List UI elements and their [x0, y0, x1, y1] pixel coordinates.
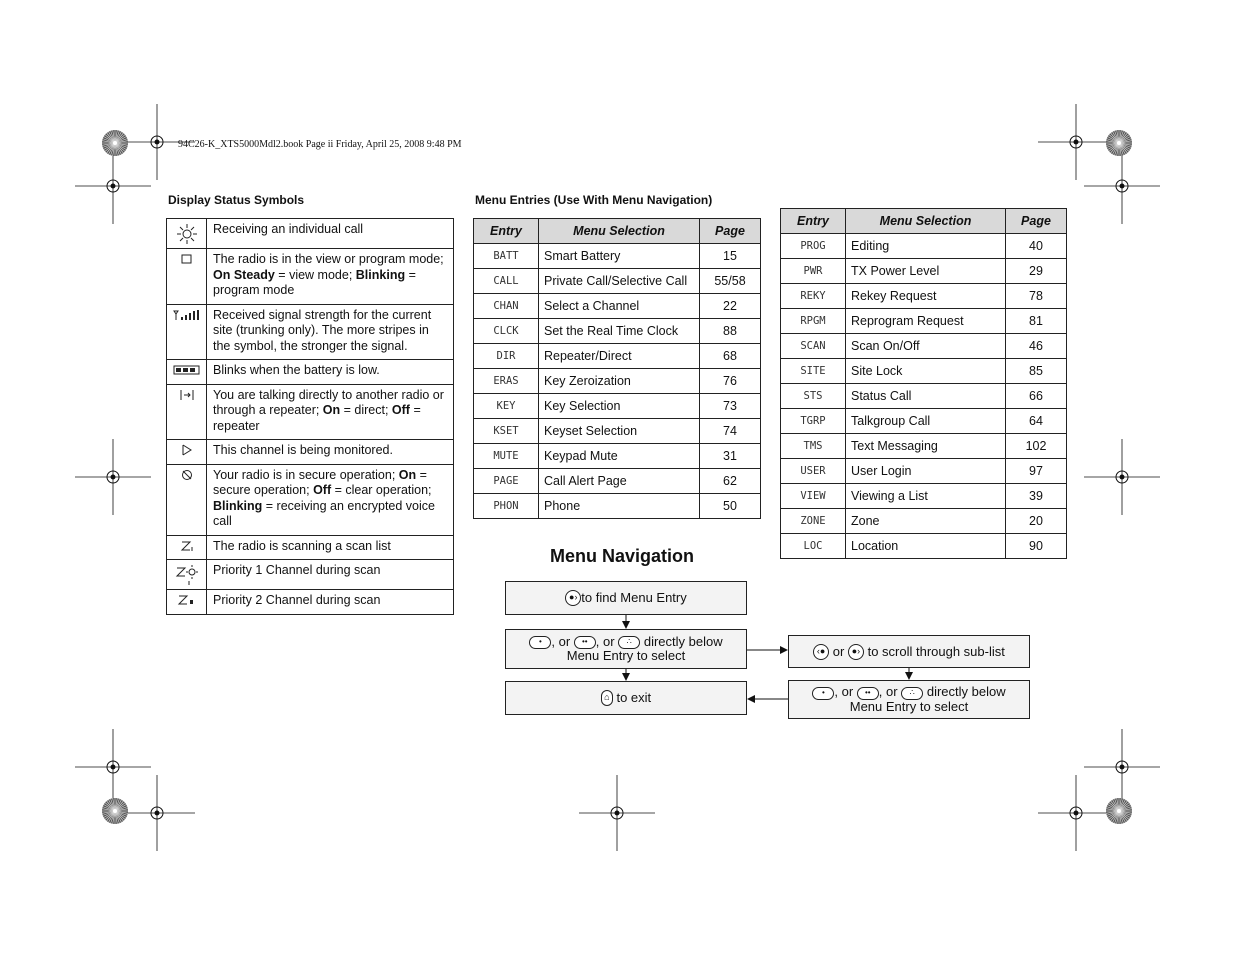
crosshair-mark: [1084, 439, 1160, 515]
menu-entry-code: PAGE: [474, 469, 539, 494]
menu-entry-selection: Phone: [539, 494, 700, 519]
nav-select-text: Menu Entry to select: [566, 648, 686, 664]
file-header-line: 94C26-K_XTS5000Mdl2.book Page ii Friday, April 25, 2008 9:48 PM: [178, 139, 462, 150]
menu-entry-page: 46: [1006, 334, 1067, 359]
col-entry: Entry: [474, 219, 539, 244]
menu-entry-selection: Key Zeroization: [539, 369, 700, 394]
starburst-mark: [1106, 130, 1132, 156]
menu-entry-page: 20: [1006, 509, 1067, 534]
menu-entry-selection: Key Selection: [539, 394, 700, 419]
navigation-title: Menu Navigation: [550, 546, 695, 566]
status-description: Priority 2 Channel during scan: [207, 590, 454, 615]
menu-button-3-icon: ∴: [901, 687, 923, 700]
nav-box-select-sub: • , or •• , or ∴ directly below Menu Entry to select: [788, 680, 1030, 719]
status-description: Receiving an individual call: [207, 219, 454, 249]
status-description: Received signal strength for the current site (trunking only). The more stripes in the symbol, the stronger the signal.: [207, 304, 454, 360]
menu-entry-selection: Status Call: [846, 384, 1006, 409]
col-selection: Menu Selection: [846, 209, 1006, 234]
menu-entry-selection: Keyset Selection: [539, 419, 700, 444]
menu-entry-page: 62: [700, 469, 761, 494]
menu-entry-selection: User Login: [846, 459, 1006, 484]
menu-button-1-icon: •: [812, 687, 834, 700]
menu-entry-code: ERAS: [474, 369, 539, 394]
menu-entry-page: 66: [1006, 384, 1067, 409]
starburst-mark: [102, 798, 128, 824]
menu-entry-selection: Reprogram Request: [846, 309, 1006, 334]
crosshair-mark: [75, 729, 151, 805]
menu-entry-page: 39: [1006, 484, 1067, 509]
menu-section-title: Menu Entries (Use With Menu Navigation): [475, 193, 713, 207]
menu-entry-selection: Rekey Request: [846, 284, 1006, 309]
right-nav-button-icon: ●›: [565, 590, 581, 606]
menu-entry-selection: Repeater/Direct: [539, 344, 700, 369]
menu-entry-code: ZONE: [781, 509, 846, 534]
menu-entry-page: 68: [700, 344, 761, 369]
menu-entry-code: SCAN: [781, 334, 846, 359]
crosshair-mark: [119, 104, 195, 180]
crosshair-mark: [1038, 104, 1114, 180]
menu-button-3-icon: ∴: [618, 636, 640, 649]
menu-entry-page: 78: [1006, 284, 1067, 309]
menu-entry-selection: Private Call/Selective Call: [539, 269, 700, 294]
status-description: The radio is in the view or program mode; On Steady = view mode; Blinking = program mode: [207, 249, 454, 305]
starburst-mark: [102, 130, 128, 156]
status-description: Your radio is in secure operation; On = secure operation; Off = clear operation; Blinking = receiving an encrypted voice call: [207, 464, 454, 535]
menu-entry-selection: Text Messaging: [846, 434, 1006, 459]
crosshair-mark: [75, 148, 151, 224]
col-selection: Menu Selection: [539, 219, 700, 244]
menu-entry-code: USER: [781, 459, 846, 484]
crosshair-mark: [119, 775, 195, 851]
menu-entry-code: KEY: [474, 394, 539, 419]
nav-scroll-text: to scroll through sub-list: [867, 643, 1005, 659]
menu-button-1-icon: •: [529, 636, 551, 649]
menu-entry-selection: Set the Real Time Clock: [539, 319, 700, 344]
home-button-icon: ⌂: [601, 690, 613, 706]
menu-entry-page: 73: [700, 394, 761, 419]
menu-entry-selection: Smart Battery: [539, 244, 700, 269]
nav-exit-text: to exit: [616, 690, 652, 705]
menu-entry-code: BATT: [474, 244, 539, 269]
crosshair-mark: [75, 439, 151, 515]
status-section-title: Display Status Symbols: [168, 193, 305, 207]
menu-entry-code: CLCK: [474, 319, 539, 344]
menu-entry-selection: Location: [846, 534, 1006, 559]
menu-entry-code: RPGM: [781, 309, 846, 334]
menu-entry-page: 74: [700, 419, 761, 444]
menu-entry-code: PHON: [474, 494, 539, 519]
crosshair-mark: [1084, 729, 1160, 805]
nav-select-sub-text: Menu Entry to select: [849, 698, 969, 714]
menu-entry-page: 85: [1006, 359, 1067, 384]
menu-entry-code: TMS: [781, 434, 846, 459]
status-description: The radio is scanning a scan list: [207, 535, 454, 560]
menu-entry-code: KSET: [474, 419, 539, 444]
status-description: Blinks when the battery is low.: [207, 360, 454, 385]
menu-entry-code: MUTE: [474, 444, 539, 469]
status-description: This channel is being monitored.: [207, 440, 454, 465]
menu-entry-page: 64: [1006, 409, 1067, 434]
menu-entry-code: LOC: [781, 534, 846, 559]
menu-entry-code: SITE: [781, 359, 846, 384]
left-nav-button-icon: ‹●: [813, 644, 829, 660]
menu-entry-selection: Editing: [846, 234, 1006, 259]
col-page: Page: [700, 219, 761, 244]
menu-entry-page: 31: [700, 444, 761, 469]
menu-entry-code: TGRP: [781, 409, 846, 434]
status-description: Priority 1 Channel during scan: [207, 560, 454, 590]
col-entry: Entry: [781, 209, 846, 234]
status-description: You are talking directly to another radio or through a repeater; On = direct; Off = repeater: [207, 384, 454, 440]
menu-entry-code: PROG: [781, 234, 846, 259]
menu-entry-selection: Viewing a List: [846, 484, 1006, 509]
menu-entry-code: CHAN: [474, 294, 539, 319]
menu-entry-page: 102: [1006, 434, 1067, 459]
crosshair-mark: [1038, 775, 1114, 851]
menu-entry-code: VIEW: [781, 484, 846, 509]
menu-entry-page: 40: [1006, 234, 1067, 259]
menu-entry-selection: Scan On/Off: [846, 334, 1006, 359]
menu-entry-page: 50: [700, 494, 761, 519]
menu-entry-selection: Call Alert Page: [539, 469, 700, 494]
menu-button-2-icon: ••: [574, 636, 596, 649]
menu-entry-page: 76: [700, 369, 761, 394]
menu-entry-page: 81: [1006, 309, 1067, 334]
menu-entry-selection: Talkgroup Call: [846, 409, 1006, 434]
crosshair-mark: [1084, 148, 1160, 224]
menu-entry-page: 15: [700, 244, 761, 269]
menu-entry-page: 90: [1006, 534, 1067, 559]
nav-find-entry-text: to find Menu Entry: [581, 590, 687, 605]
menu-entry-code: DIR: [474, 344, 539, 369]
menu-entry-page: 88: [700, 319, 761, 344]
nav-box-scroll: ‹● or ●› to scroll through sub-list: [788, 635, 1030, 668]
menu-entry-page: 55/58: [700, 269, 761, 294]
menu-entry-code: REKY: [781, 284, 846, 309]
menu-entry-page: 22: [700, 294, 761, 319]
col-page: Page: [1006, 209, 1067, 234]
menu-entry-selection: Zone: [846, 509, 1006, 534]
menu-entry-code: PWR: [781, 259, 846, 284]
crosshair-mark: [579, 775, 655, 851]
menu-entry-selection: Site Lock: [846, 359, 1006, 384]
menu-entry-selection: Keypad Mute: [539, 444, 700, 469]
menu-button-2-icon: ••: [857, 687, 879, 700]
starburst-mark: [1106, 798, 1132, 824]
menu-entry-code: STS: [781, 384, 846, 409]
menu-entry-page: 97: [1006, 459, 1067, 484]
nav-box-select: • , or •• , or ∴ directly below Menu Entry to select: [505, 629, 747, 669]
right-nav-button-icon: ●›: [848, 644, 864, 660]
menu-entry-page: 29: [1006, 259, 1067, 284]
menu-entry-selection: Select a Channel: [539, 294, 700, 319]
menu-entry-code: CALL: [474, 269, 539, 294]
menu-entry-selection: TX Power Level: [846, 259, 1006, 284]
